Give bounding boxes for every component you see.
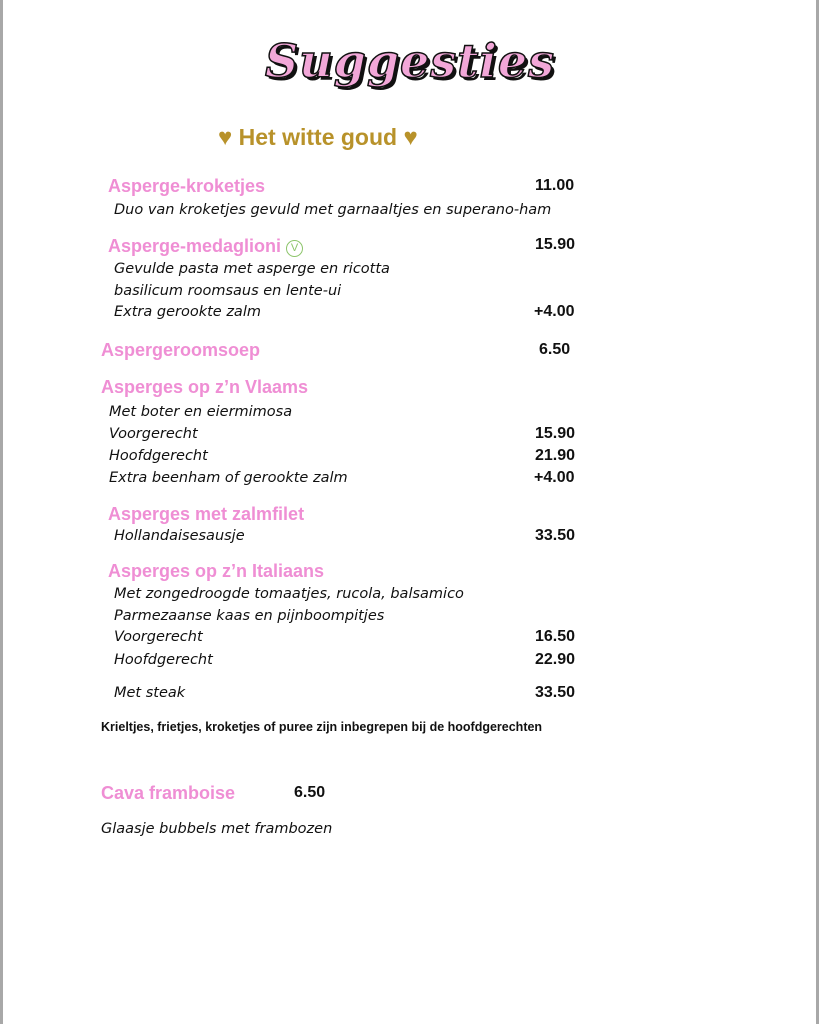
- extra-medaglioni: Extra gerookte zalm: [114, 304, 261, 320]
- subtitle-text: Het witte goud: [238, 124, 398, 150]
- desc-vlaams: Met boter en eiermimosa: [109, 404, 293, 420]
- vegan-v-icon: V: [286, 240, 303, 257]
- starter-price-italiaans: 16.50: [535, 628, 576, 645]
- main-vlaams: Hoofdgerecht: [109, 448, 208, 464]
- dish-name-zalmfilet: Asperges met zalmfilet: [108, 504, 305, 524]
- main-price-vlaams: 21.90: [535, 447, 576, 464]
- steak-italiaans: Met steak: [114, 685, 186, 701]
- section-subtitle: [218, 124, 418, 152]
- main-price-italiaans: 22.90: [535, 651, 576, 668]
- dish-name-roomsoep: Aspergeroomsoep: [101, 340, 261, 360]
- dish-name-italiaans: Asperges op z’n Italiaans: [108, 561, 325, 581]
- page-left-edge: [0, 0, 3, 1024]
- price-kroketjes: 11.00: [535, 177, 575, 194]
- heart-icon: ♥: [218, 124, 233, 151]
- price-medaglioni: 15.90: [535, 236, 576, 253]
- dish-name-medaglioni: [108, 237, 303, 257]
- main-italiaans: Hoofdgerecht: [114, 652, 213, 668]
- dish-name-kroketjes: Asperge-kroketjes: [108, 176, 266, 196]
- extra-price-vlaams: +4.00: [534, 469, 575, 486]
- starter-vlaams: Voorgerecht: [109, 426, 198, 442]
- side-dish-note: Krieltjes, frietjes, kroketjes of puree zijn inbegrepen bij de hoofdgerechten: [101, 720, 543, 734]
- price-zalmfilet: 33.50: [535, 527, 576, 544]
- price-cava: 6.50: [294, 784, 326, 801]
- starter-italiaans: Voorgerecht: [114, 629, 203, 645]
- desc-italiaans-1: Met zongedroogde tomaatjes, rucola, balsamico: [114, 586, 464, 602]
- dish-name-medaglioni-label: Asperge-medaglioni: [108, 236, 282, 256]
- desc-cava: Glaasje bubbels met frambozen: [101, 821, 333, 837]
- extra-price-medaglioni: +4.00: [534, 303, 575, 320]
- desc-zalmfilet: Hollandaisesausje: [114, 528, 245, 544]
- desc-medaglioni-1: Gevulde pasta met asperge en ricotta: [114, 261, 390, 277]
- drink-name-cava: Cava framboise: [101, 783, 236, 803]
- desc-medaglioni-2: basilicum roomsaus en lente-ui: [114, 283, 342, 299]
- steak-price-italiaans: 33.50: [535, 684, 576, 701]
- desc-italiaans-2: Parmezaanse kaas en pijnboompitjes: [114, 608, 385, 624]
- heart-icon: ♥: [403, 124, 418, 151]
- extra-vlaams: Extra beenham of gerookte zalm: [109, 470, 348, 486]
- starter-price-vlaams: 15.90: [535, 425, 576, 442]
- price-roomsoep: 6.50: [539, 341, 571, 358]
- page-title: Suggesties: [265, 34, 556, 88]
- dish-name-vlaams: Asperges op z’n Vlaams: [101, 377, 309, 397]
- desc-kroketjes: Duo van kroketjes gevuld met garnaaltjes en superano-ham: [114, 202, 552, 218]
